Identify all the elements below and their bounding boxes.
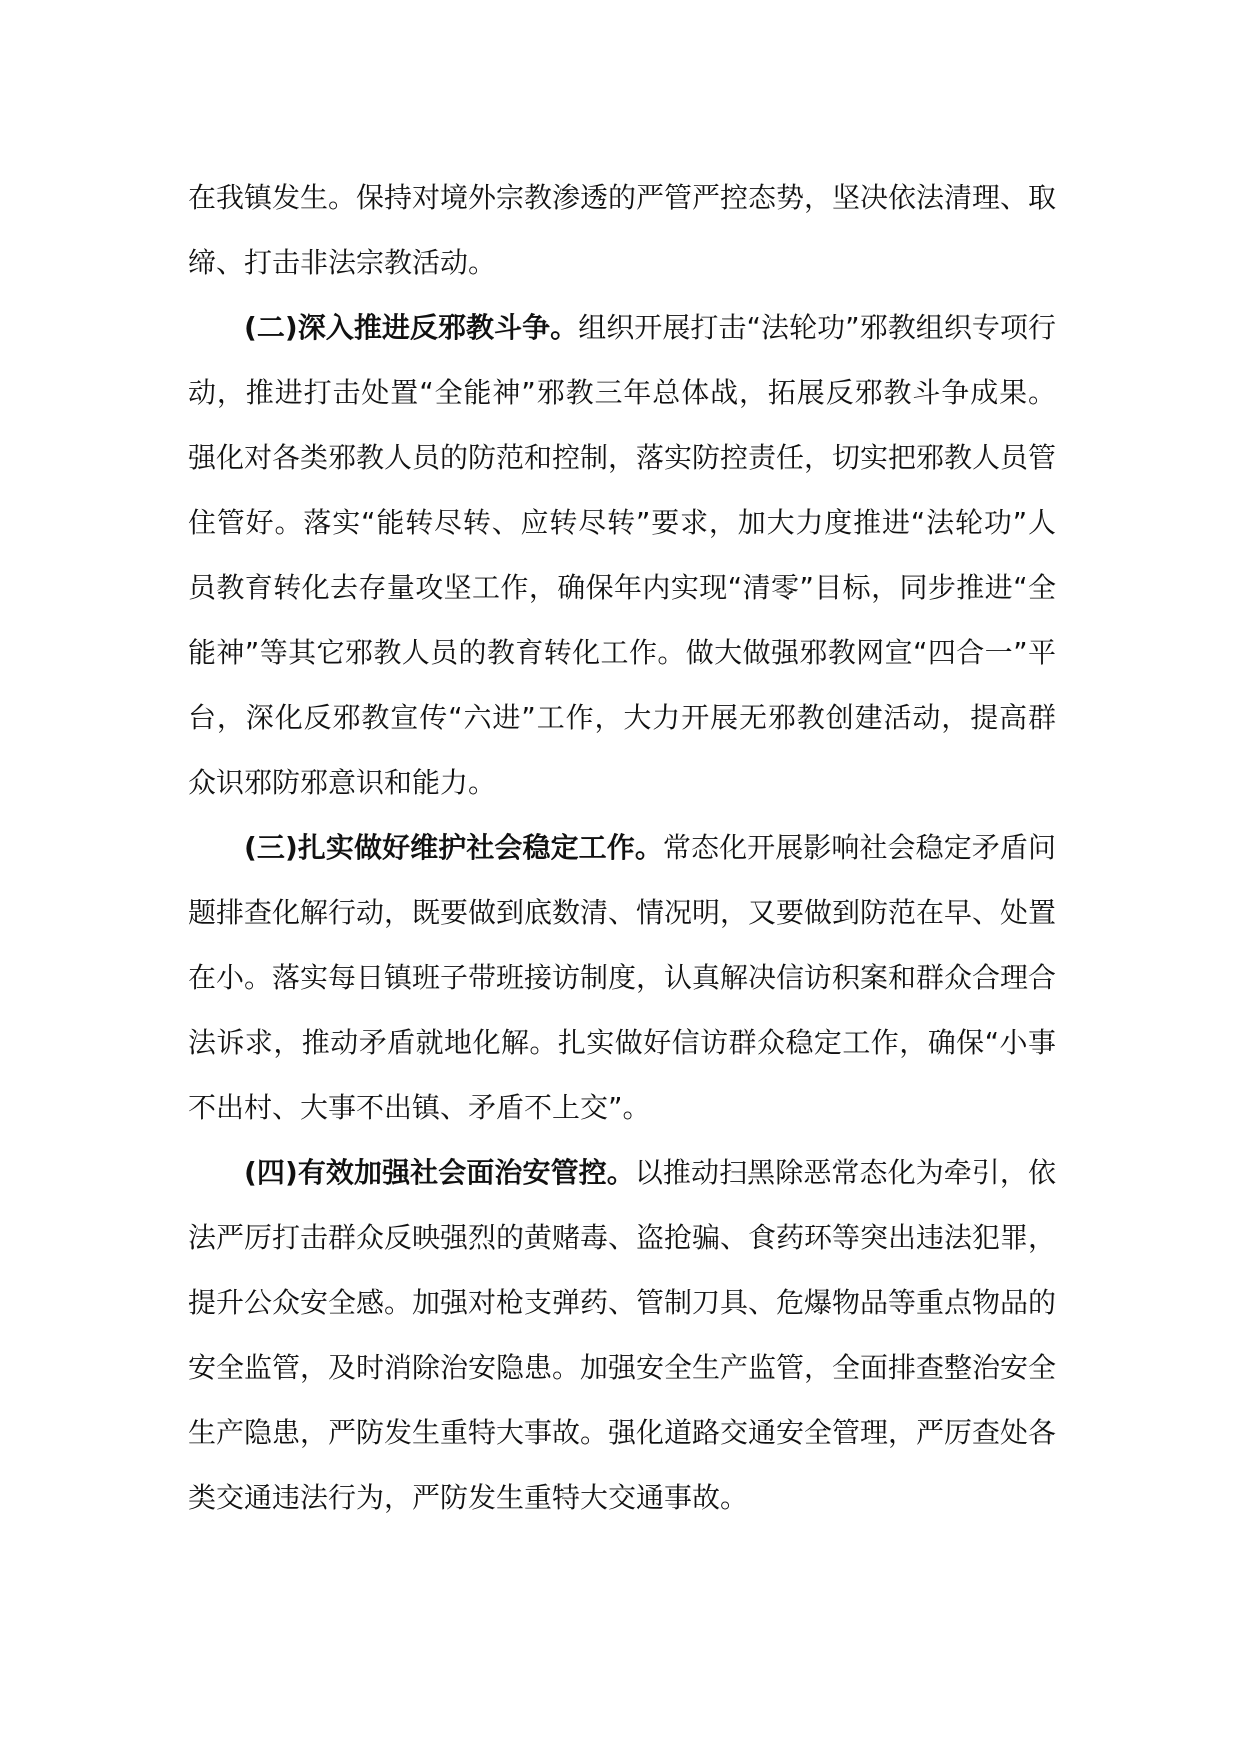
paragraph-text: 在我镇发生。保持对境外宗教渗透的严管严控态势，坚决依法清理、取缔、打击非法宗教活动。 <box>188 181 1057 279</box>
paragraph-text: 常态化开展影响社会稳定矛盾问题排查化解行动，既要做到底数清、情况明，又要做到防范在早、处置在小。落实每日镇班子带班接访制度，认真解决信访积案和群众合理合法诉求，推动矛盾就地化解。扎实做好信访群众稳定工作，确保“小事不出村、大事不出镇、矛盾不上交”。 <box>188 831 1057 1124</box>
section-heading-4: (四)有效加强社会面治安管控。 <box>244 1156 635 1189</box>
section-heading-2: (二)深入推进反邪教斗争。 <box>244 311 579 344</box>
paragraph-text: 以推动扫黑除恶常态化为牵引，依法严厉打击群众反映强烈的黄赌毒、盗抢骗、食药环等突出违法犯罪，提升公众安全感。加强对枪支弹药、管制刀具、危爆物品等重点物品的安全监管，及时消除治安隐患。加强安全生产监管，全面排查整治安全生产隐患，严防发生重特大事故。强化道路交通安全管理，严厉查处各类交通违法行为，严防发生重特大交通事故。 <box>188 1156 1057 1514</box>
paragraph-text: 组织开展打击“法轮功”邪教组织专项行动，推进打击处置“全能神”邪教三年总体战，拓展反邪教斗争成果。强化对各类邪教人员的防范和控制，落实防控责任，切实把邪教人员管住管好。落实“能转尽转、应转尽转”要求，加大力度推进“法轮功”人员教育转化去存量攻坚工作，确保年内实现“清零”目标，同步推进“全能神”等其它邪教人员的教育转化工作。做大做强邪教网宣“四合一”平台，深化反邪教宣传“六进”工作，大力开展无邪教创建活动，提高群众识邪防邪意识和能力。 <box>188 311 1057 799</box>
paragraph-section-3 <box>188 815 1056 1140</box>
document-body <box>188 165 1056 1530</box>
paragraph-section-4 <box>188 1140 1056 1530</box>
paragraph-section-2 <box>188 295 1056 815</box>
section-heading-3: (三)扎实做好维护社会稳定工作。 <box>244 831 663 864</box>
paragraph-continuation <box>188 165 1056 295</box>
